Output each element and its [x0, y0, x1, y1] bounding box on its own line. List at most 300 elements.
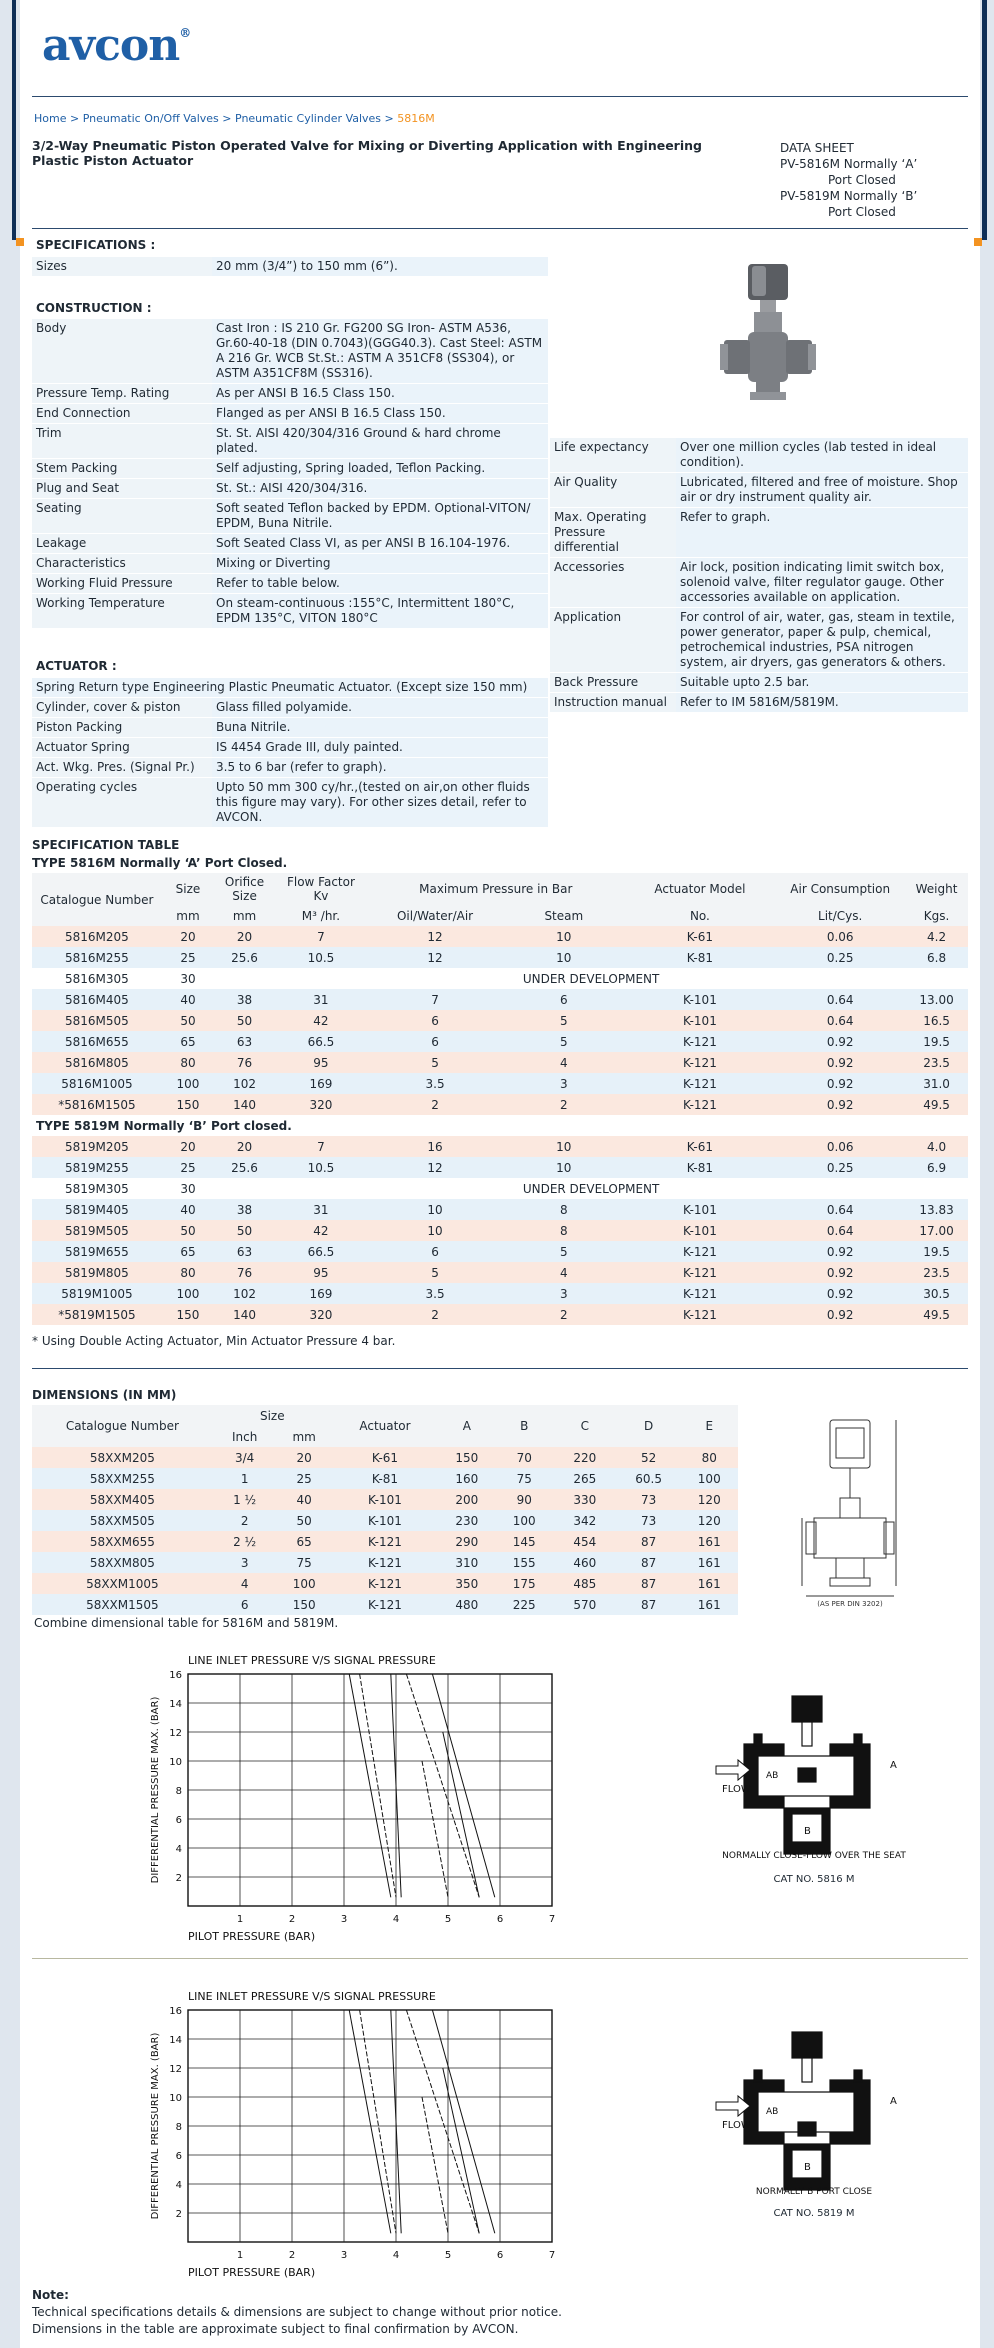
table-row: [32, 1178, 968, 1199]
table-cell: 6: [503, 989, 624, 1010]
table-cell: 155: [496, 1552, 553, 1573]
table-cell: 145: [496, 1531, 553, 1552]
table-cell: 350: [438, 1573, 495, 1594]
drawing-note: (AS PER DIN 3202): [817, 1600, 883, 1608]
spec-value: Air lock, position indicating limit switch box, solenoid valve, filter regulator gauge. Other accessories available on application.: [676, 558, 968, 608]
breadcrumb-home-link[interactable]: Home: [34, 112, 67, 125]
table-cell: 10.5: [275, 1157, 367, 1178]
table-cell: 120: [681, 1510, 739, 1531]
breadcrumb-subcategory-link[interactable]: Pneumatic Cylinder Valves: [235, 112, 382, 125]
table-cell: 87: [617, 1531, 681, 1552]
table-cell: 7: [275, 1136, 367, 1157]
table-cell: 3: [213, 1552, 277, 1573]
table-cell: 2: [367, 1304, 503, 1325]
table-cell: 63: [214, 1241, 275, 1262]
x-tick-label: 6: [496, 1914, 504, 1925]
table-cell: *5816M1505: [32, 1094, 162, 1115]
table-cell: 160: [438, 1468, 495, 1489]
note-line: Technical specifications details & dimensions are subject to change without prior notice.: [32, 2305, 562, 2319]
breadcrumb-sep: >: [69, 112, 80, 125]
x-tick-label: 4: [392, 1914, 400, 1925]
table-cell: 175: [496, 1573, 553, 1594]
table-cell: 13.00: [905, 989, 968, 1010]
table-cell: K-121: [332, 1573, 438, 1594]
table-cell: K-61: [625, 926, 776, 947]
table-cell: 5: [367, 1052, 503, 1073]
table-cell: 52: [617, 1447, 681, 1468]
actuator-heading: ACTUATOR :: [36, 659, 117, 673]
spec-value: Upto 50 mm 300 cy/hr.,(tested on air,on other fluids this figure may vary). For other sizes detail, refer to AVCON.: [212, 778, 548, 828]
spec-value: Glass filled polyamide.: [212, 698, 548, 718]
table-cell: 4.0: [905, 1136, 968, 1157]
graph-title: LINE INLET PRESSURE V/S SIGNAL PRESSURE: [188, 1654, 436, 1667]
spec-value: For control of air, water, gas, steam in textile, power generator, paper & pulp, chemical, petrochemical industries, PSA nitrogen system, air dryers, gas generators & others.: [676, 608, 968, 673]
table-cell: 290: [438, 1531, 495, 1552]
datasheet-heading: DATA SHEET: [780, 141, 854, 155]
actuator-intro: [32, 678, 548, 698]
col-mm: mm: [277, 1426, 332, 1447]
table-cell: 0.92: [775, 1052, 905, 1073]
table-row: [32, 1199, 968, 1220]
orange-marker: [974, 238, 982, 246]
spec-value: IS 4454 Grade III, duly painted.: [212, 738, 548, 758]
table-cell: 169: [275, 1073, 367, 1094]
table-cell: 3.5: [367, 1283, 503, 1304]
spec-value: Soft Seated Class VI, as per ANSI B 16.104-1976.: [212, 534, 548, 554]
spec-key: Cylinder, cover & piston: [32, 698, 212, 718]
table-cell: 485: [553, 1573, 617, 1594]
table-cell: 70: [496, 1447, 553, 1468]
col-a: A: [438, 1405, 495, 1447]
spec-value: Cast Iron : IS 210 Gr. FG200 SG Iron- ASTM A536, Gr.60-40-18 (DIN 0.7043)(GGG40.3). Cast Steel: ASTM A 216 Gr. WCB St.St.: ASTM A 351CF8 (SS304), or ASTM A351CF8M (SS316).: [212, 319, 548, 384]
table-cell: 10: [503, 926, 624, 947]
spec-key: Seating: [32, 499, 212, 534]
col-size: Size: [213, 1405, 332, 1426]
table-cell: 65: [162, 1031, 214, 1052]
table-cell: 161: [681, 1573, 739, 1594]
y-tick-label: 6: [175, 2151, 182, 2162]
table-cell: K-121: [625, 1031, 776, 1052]
table-cell: 0.64: [775, 1010, 905, 1031]
spec-key: Plug and Seat: [32, 479, 212, 499]
col-catalogue: Catalogue Number: [32, 1405, 213, 1447]
table-cell: 100: [681, 1468, 739, 1489]
under-development-cell: UNDER DEVELOPMENT: [214, 1178, 968, 1199]
table-cell: 0.25: [775, 1157, 905, 1178]
table-cell: 25: [162, 1157, 214, 1178]
table-cell: 161: [681, 1594, 739, 1615]
col-weight: Weight: [905, 873, 968, 905]
spec-key: Working Fluid Pressure: [32, 574, 212, 594]
table-cell: 169: [275, 1283, 367, 1304]
table-cell: 23.5: [905, 1262, 968, 1283]
x-tick-label: 3: [340, 2250, 348, 2261]
spec-key: Pressure Temp. Rating: [32, 384, 212, 404]
table-cell: 7: [367, 989, 503, 1010]
table-cell: 0.06: [775, 1136, 905, 1157]
table-cell: 13.83: [905, 1199, 968, 1220]
table-cell: 73: [617, 1510, 681, 1531]
table-cell: 0.92: [775, 1304, 905, 1325]
x-tick-label: 5: [444, 1914, 452, 1925]
table-cell: 80: [162, 1052, 214, 1073]
spec-key: Piston Packing: [32, 718, 212, 738]
table-cell: 40: [162, 989, 214, 1010]
x-axis-label: PILOT PRESSURE (BAR): [188, 1930, 316, 1942]
table-cell: 25: [277, 1468, 332, 1489]
flow-label: FLOW: [722, 1784, 751, 1795]
table-cell: 23.5: [905, 1052, 968, 1073]
col-max-pressure: Maximum Pressure in Bar: [367, 873, 625, 905]
table-cell: 0.92: [775, 1262, 905, 1283]
y-tick-label: 6: [175, 1815, 182, 1826]
table-cell: K-101: [332, 1510, 438, 1531]
x-tick-label: 2: [288, 1914, 296, 1925]
table-cell: 1 ½: [213, 1489, 277, 1510]
table-row: [32, 1510, 738, 1531]
actuator-list: [32, 698, 548, 828]
spec-footnote: * Using Double Acting Actuator, Min Actuator Pressure 4 bar.: [32, 1334, 396, 1348]
table-cell: 31: [275, 989, 367, 1010]
datasheet-line: PV-5816M Normally ‘A’: [780, 157, 918, 171]
y-tick-label: 12: [169, 1728, 182, 1739]
unit: Kgs.: [905, 905, 968, 926]
spec-key: Working Temperature: [32, 594, 212, 629]
table-cell: 200: [438, 1489, 495, 1510]
col-flow: Flow Factor Kv: [275, 873, 367, 905]
divider: [32, 1368, 968, 1369]
breadcrumb-sep: >: [384, 112, 394, 125]
right-frame: [980, 0, 994, 2348]
spec-value: Over one million cycles (lab tested in ideal condition).: [676, 438, 968, 473]
table-cell: 0.92: [775, 1073, 905, 1094]
table-cell: 6.9: [905, 1157, 968, 1178]
table-cell: 63: [214, 1031, 275, 1052]
table-cell: 0.92: [775, 1241, 905, 1262]
breadcrumb-category-link[interactable]: Pneumatic On/Off Valves: [82, 112, 219, 125]
table-cell: 58XXM205: [32, 1447, 213, 1468]
spec-key: Accessories: [550, 558, 676, 608]
dimensions-heading: DIMENSIONS (IN MM): [32, 1388, 177, 1402]
table-cell: 10: [503, 1157, 624, 1178]
pressure-graph-5819: [126, 1986, 586, 2278]
table-cell: K-121: [625, 1262, 776, 1283]
table-row: [32, 1262, 968, 1283]
table-cell: 8: [503, 1220, 624, 1241]
x-tick-label: 4: [392, 2250, 400, 2261]
divider: [32, 96, 968, 97]
table-cell: 87: [617, 1573, 681, 1594]
table-row: [32, 1220, 968, 1241]
table-cell: 20: [214, 1136, 275, 1157]
table-row: [32, 1241, 968, 1262]
table-cell: 38: [214, 1199, 275, 1220]
table-cell: 8: [503, 1199, 624, 1220]
table-cell: 0.06: [775, 926, 905, 947]
table-cell: 5816M405: [32, 989, 162, 1010]
table-cell: 3/4: [213, 1447, 277, 1468]
table-cell: 5816M505: [32, 1010, 162, 1031]
spec-key: Air Quality: [550, 473, 676, 508]
table-cell: K-121: [625, 1073, 776, 1094]
table-cell: 65: [162, 1241, 214, 1262]
diagram-caption: NORMALLY CLOSE-FLOW OVER THE SEAT: [722, 1851, 906, 1861]
x-tick-label: 2: [288, 2250, 296, 2261]
table-cell: 5819M405: [32, 1199, 162, 1220]
datasheet-box: [780, 140, 917, 220]
x-tick-label: 7: [548, 2250, 556, 2261]
col-actuator: Actuator: [332, 1405, 438, 1447]
table-cell: 150: [162, 1094, 214, 1115]
table-cell: 30: [162, 968, 214, 989]
table-cell: 65: [277, 1531, 332, 1552]
spec-key: Life expectancy: [550, 438, 676, 473]
y-tick-label: 16: [169, 2006, 182, 2017]
table-cell: 20: [277, 1447, 332, 1468]
table-cell: 454: [553, 1531, 617, 1552]
breadcrumb-sep: >: [222, 112, 232, 125]
table-cell: 2: [367, 1094, 503, 1115]
table-cell: 58XXM655: [32, 1531, 213, 1552]
y-tick-label: 14: [169, 1699, 182, 1710]
col-orifice: Orifice Size: [214, 873, 275, 905]
y-axis-label: DIFFERENTIAL PRESSURE MAX. (BAR): [150, 1696, 161, 1884]
table-cell: K-121: [625, 1241, 776, 1262]
port-b-label: B: [804, 1826, 811, 1837]
table-cell: K-81: [332, 1468, 438, 1489]
table-cell: 5819M805: [32, 1262, 162, 1283]
table-row: [32, 1094, 968, 1115]
table-cell: K-61: [625, 1136, 776, 1157]
table-cell: 50: [162, 1010, 214, 1031]
table-cell: 140: [214, 1094, 275, 1115]
spec-key: Max. Operating Pressure differential: [550, 508, 676, 558]
page: [28, 0, 968, 2348]
x-tick-label: 6: [496, 2250, 504, 2261]
spec-key: Instruction manual: [550, 693, 676, 713]
table-cell: 5819M305: [32, 1178, 162, 1199]
table-cell: 75: [277, 1552, 332, 1573]
y-tick-label: 4: [175, 1844, 182, 1855]
spec-key: Stem Packing: [32, 459, 212, 479]
table-cell: 10: [367, 1199, 503, 1220]
y-axis-label: DIFFERENTIAL PRESSURE MAX. (BAR): [150, 2032, 161, 2220]
table-row: [32, 1468, 738, 1489]
dimension-drawing: [796, 1408, 914, 1610]
table-cell: 17.00: [905, 1220, 968, 1241]
table-cell: 76: [214, 1052, 275, 1073]
table-cell: 5816M255: [32, 947, 162, 968]
datasheet-line: Port Closed: [828, 205, 896, 219]
table-cell: 570: [553, 1594, 617, 1615]
col-size: Size: [162, 873, 214, 905]
col-actuator: Actuator Model: [625, 873, 776, 905]
note-heading: Note:: [32, 2288, 69, 2302]
table-cell: 90: [496, 1489, 553, 1510]
col-b: B: [496, 1405, 553, 1447]
diagram-caption: NORMALLY B PORT CLOSE: [755, 2187, 873, 2197]
table-cell: 4: [213, 1573, 277, 1594]
table-cell: 3: [503, 1283, 624, 1304]
y-tick-label: 4: [175, 2180, 182, 2191]
table-cell: 102: [214, 1283, 275, 1304]
table-cell: 140: [214, 1304, 275, 1325]
table-cell: 3: [503, 1073, 624, 1094]
table-cell: 100: [162, 1283, 214, 1304]
table-cell: 320: [275, 1094, 367, 1115]
spec-table-heading: SPECIFICATION TABLE: [32, 838, 180, 852]
pressure-graph-5816: [126, 1650, 586, 1942]
table-cell: 6.8: [905, 947, 968, 968]
spec-value: Self adjusting, Spring loaded, Teflon Packing.: [212, 459, 548, 479]
table-cell: 7: [275, 926, 367, 947]
spec-key: Act. Wkg. Pres. (Signal Pr.): [32, 758, 212, 778]
graph-title: LINE INLET PRESSURE V/S SIGNAL PRESSURE: [188, 1990, 436, 2003]
col-inch: Inch: [213, 1426, 277, 1447]
table-row: [32, 1010, 968, 1031]
y-tick-label: 10: [169, 2093, 182, 2104]
table-cell: 25.6: [214, 1157, 275, 1178]
table-cell: 0.92: [775, 1094, 905, 1115]
flow-label: FLOW: [722, 2120, 751, 2131]
table-row: [32, 1304, 968, 1325]
table-cell: 0.92: [775, 1283, 905, 1304]
spec-value: Refer to table below.: [212, 574, 548, 594]
table-cell: 310: [438, 1552, 495, 1573]
type-a-caption: TYPE 5816M Normally ‘A’ Port Closed.: [32, 856, 288, 870]
spec-value: As per ANSI B 16.5 Class 150.: [212, 384, 548, 404]
table-cell: 75: [496, 1468, 553, 1489]
table-cell: 12: [367, 1157, 503, 1178]
dimensions-caption: Combine dimensional table for 5816M and 5819M.: [34, 1616, 339, 1630]
table-cell: K-101: [625, 1199, 776, 1220]
actuator-intro-text: Spring Return type Engineering Plastic Pneumatic Actuator. (Except size 150 mm): [32, 678, 548, 698]
spec-value: St. St.: AISI 420/304/316.: [212, 479, 548, 499]
table-cell: 58XXM1005: [32, 1573, 213, 1594]
table-cell: 30.5: [905, 1283, 968, 1304]
table-cell: 40: [162, 1199, 214, 1220]
table-cell: 265: [553, 1468, 617, 1489]
table-cell: 161: [681, 1552, 739, 1573]
spec-key: Body: [32, 319, 212, 384]
col-e: E: [681, 1405, 739, 1447]
table-cell: 330: [553, 1489, 617, 1510]
unit: mm: [214, 905, 275, 926]
table-cell: 10: [503, 1136, 624, 1157]
table-cell: 100: [496, 1510, 553, 1531]
avcon-logo: avcon®: [42, 20, 191, 71]
unit: Steam: [503, 905, 624, 926]
table-cell: 225: [496, 1594, 553, 1615]
table-cell: 58XXM1505: [32, 1594, 213, 1615]
table-cell: 4: [503, 1052, 624, 1073]
spec-key: Operating cycles: [32, 778, 212, 828]
table-cell: 6: [367, 1031, 503, 1052]
table-cell: 3.5: [367, 1073, 503, 1094]
table-cell: 5: [367, 1262, 503, 1283]
table-cell: 5: [503, 1010, 624, 1031]
construction-list: [32, 319, 548, 629]
spec-key: Back Pressure: [550, 673, 676, 693]
table-cell: 42: [275, 1220, 367, 1241]
table-cell: 20: [162, 1136, 214, 1157]
table-cell: 95: [275, 1052, 367, 1073]
table-cell: 5816M1005: [32, 1073, 162, 1094]
table-row: [32, 1552, 738, 1573]
table-cell: 80: [681, 1447, 739, 1468]
table-cell: 10: [503, 947, 624, 968]
y-tick-label: 10: [169, 1757, 182, 1768]
spec-value: Suitable upto 2.5 bar.: [676, 673, 968, 693]
col-air: Air Consumption: [775, 873, 905, 905]
y-tick-label: 2: [175, 2209, 182, 2220]
spec-value: Flanged as per ANSI B 16.5 Class 150.: [212, 404, 548, 424]
table-cell: 95: [275, 1262, 367, 1283]
specification-table: [32, 873, 968, 1325]
spec-value: On steam-continuous :155°C, Intermittent 180°C, EPDM 135°C, VITON 180°C: [212, 594, 548, 629]
table-cell: K-101: [625, 1010, 776, 1031]
table-cell: 31.0: [905, 1073, 968, 1094]
breadcrumb: [34, 112, 435, 125]
table-row: [32, 989, 968, 1010]
table-cell: 2 ½: [213, 1531, 277, 1552]
spec-value: Refer to graph.: [676, 508, 968, 558]
table-cell: 66.5: [275, 1031, 367, 1052]
table-cell: 80: [162, 1262, 214, 1283]
table-cell: K-81: [625, 1157, 776, 1178]
y-tick-label: 2: [175, 1873, 182, 1884]
table-cell: 2: [213, 1510, 277, 1531]
spec-value: Mixing or Diverting: [212, 554, 548, 574]
table-cell: 5816M205: [32, 926, 162, 947]
col-d: D: [617, 1405, 681, 1447]
specifications-heading: SPECIFICATIONS :: [36, 238, 156, 252]
unit: M³ /hr.: [275, 905, 367, 926]
table-cell: 5816M655: [32, 1031, 162, 1052]
port-a-label: A: [890, 1760, 897, 1771]
unit: Lit/Cys.: [775, 905, 905, 926]
table-row: [32, 1447, 738, 1468]
table-cell: 19.5: [905, 1031, 968, 1052]
table-cell: 2: [503, 1304, 624, 1325]
table-cell: K-101: [332, 1489, 438, 1510]
port-ab-label: AB: [766, 2107, 779, 2117]
valve-section-5816: [694, 1694, 934, 1866]
table-row: [32, 947, 968, 968]
y-tick-label: 8: [175, 2122, 182, 2133]
table-cell: 31: [275, 1199, 367, 1220]
table-cell: 50: [214, 1220, 275, 1241]
unit: No.: [625, 905, 776, 926]
table-cell: 50: [162, 1220, 214, 1241]
table-cell: 320: [275, 1304, 367, 1325]
table-cell: 150: [438, 1447, 495, 1468]
table-cell: K-121: [332, 1552, 438, 1573]
table-cell: 25.6: [214, 947, 275, 968]
table-cell: 76: [214, 1262, 275, 1283]
table-cell: 0.25: [775, 947, 905, 968]
port-b-label: B: [804, 2162, 811, 2173]
table-row: [32, 1531, 738, 1552]
table-cell: K-121: [625, 1304, 776, 1325]
spec-key: End Connection: [32, 404, 212, 424]
table-cell: 10.5: [275, 947, 367, 968]
table-cell: 120: [681, 1489, 739, 1510]
table-cell: 87: [617, 1594, 681, 1615]
table-row: [32, 1136, 968, 1157]
page-title: 3/2-Way Pneumatic Piston Operated Valve for Mixing or Diverting Application with Engineering Plastic Piston Actuator: [32, 138, 702, 168]
table-cell: 6: [367, 1241, 503, 1262]
